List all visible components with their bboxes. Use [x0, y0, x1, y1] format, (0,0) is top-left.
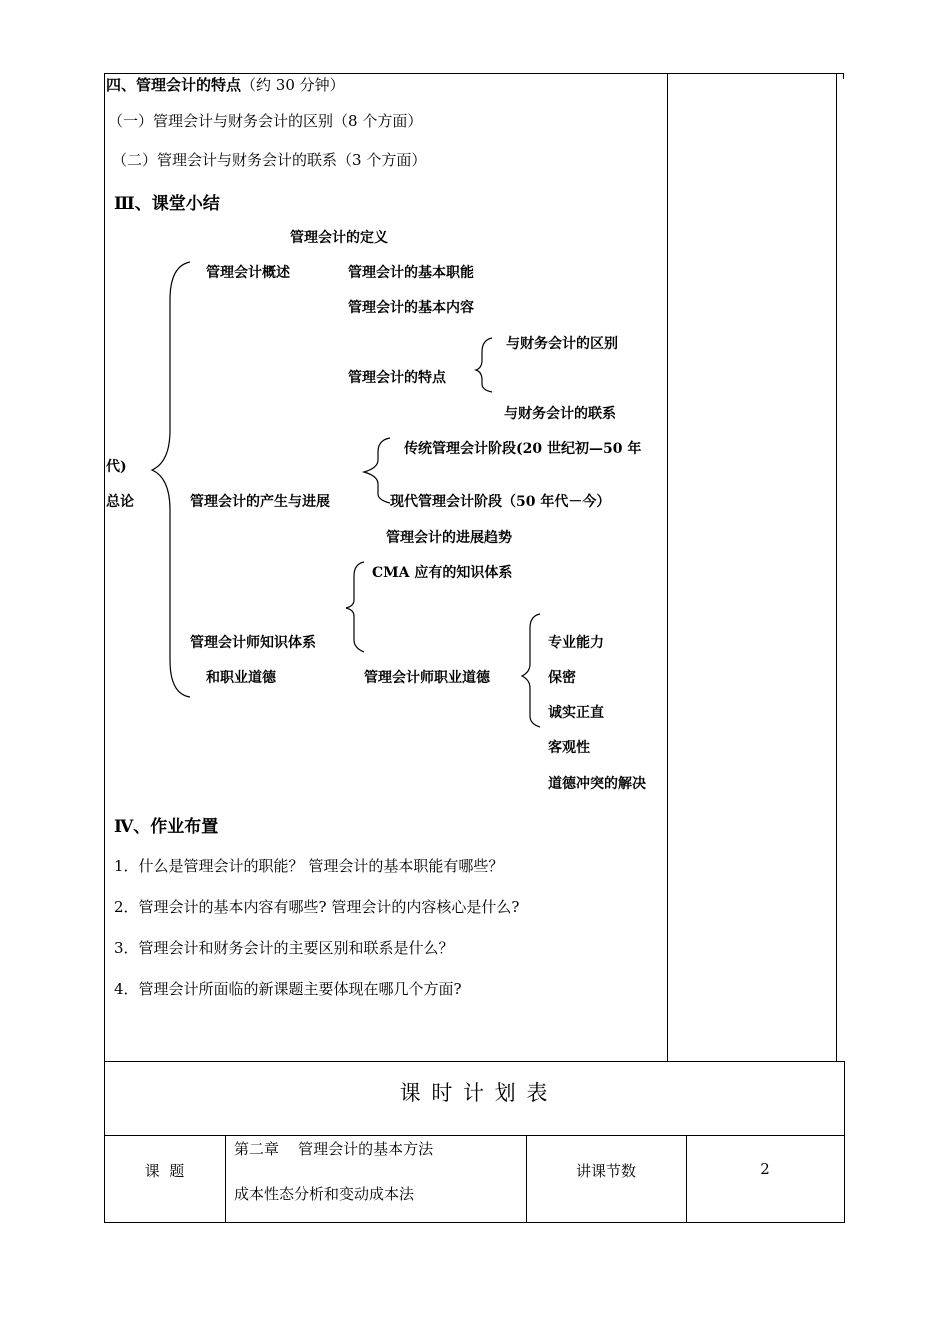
map-accountant-line1: 管理会计师知识体系: [190, 635, 316, 651]
homework-item-4: 4．管理会计所面临的新课题主要体现在哪几个方面?: [114, 980, 462, 998]
map-cma: CMA 应有的知识体系: [372, 565, 513, 581]
map-basic-function: 管理会计的基本职能: [348, 265, 474, 281]
plan-table-bottom-border: [104, 1222, 845, 1223]
section-4-title-note: （约 30 分钟）: [241, 76, 345, 94]
plan-sessions-value: 2: [760, 1160, 770, 1178]
map-feature-diff: 与财务会计的区别: [506, 336, 618, 352]
homework-heading: Ⅳ、作业布置: [114, 817, 219, 837]
plan-topic-label: 课 题: [144, 1162, 185, 1180]
summary-heading: Ⅲ、课堂小结: [114, 194, 220, 214]
map-basic-content: 管理会计的基本内容: [348, 300, 474, 316]
plan-topic-line2: 成本性态分析和变动成本法: [234, 1185, 415, 1203]
map-ethics-item-1: 专业能力: [548, 635, 604, 651]
map-feature-link: 与财务会计的联系: [504, 406, 616, 422]
map-ethics-item-4: 客观性: [548, 740, 590, 756]
plan-table-top-border: [104, 1061, 845, 1062]
homework-item-2: 2．管理会计的基本内容有哪些? 管理会计的内容核心是什么?: [114, 898, 520, 916]
section-4-item-2: （二）管理会计与财务会计的联系（3 个方面）: [112, 151, 427, 169]
map-stage-traditional: 传统管理会计阶段(20 世纪初—50 年: [404, 441, 642, 457]
map-root-fragment: 代): [106, 459, 127, 475]
map-stage-modern: 现代管理会计阶段（50 年代－今）: [390, 494, 611, 510]
map-features: 管理会计的特点: [348, 370, 446, 386]
section-4-title-bold: 四、管理会计的特点: [106, 76, 242, 94]
map-root: 总论: [106, 494, 134, 510]
map-trend: 管理会计的进展趋势: [386, 530, 512, 546]
plan-table-col-divider-1: [225, 1135, 226, 1222]
map-ethics-item-5: 道德冲突的解决: [548, 776, 646, 792]
map-ethics: 管理会计师职业道德: [364, 670, 490, 686]
plan-topic-line1: 第二章 管理会计的基本方法: [234, 1140, 434, 1158]
map-ethics-item-2: 保密: [548, 670, 576, 686]
map-definition: 管理会计的定义: [290, 230, 388, 246]
plan-table-col-divider-3: [686, 1135, 687, 1222]
plan-sessions-label: 讲课节数: [575, 1162, 636, 1180]
map-origin: 管理会计的产生与进展: [190, 494, 330, 510]
homework-item-1: 1．什么是管理会计的职能？ 管理会计的基本职能有哪些？: [114, 857, 504, 875]
map-ethics-item-3: 诚实正直: [548, 705, 604, 721]
map-overview: 管理会计概述: [206, 265, 290, 281]
map-accountant-line2: 和职业道德: [206, 670, 276, 686]
section-4-item-1: （一）管理会计与财务会计的区别（8 个方面）: [108, 112, 423, 130]
homework-item-3: 3．管理会计和财务会计的主要区别和联系是什么？: [114, 939, 454, 957]
plan-table-row-divider: [104, 1135, 845, 1136]
plan-table-title: 课 时 计 划 表: [399, 1081, 550, 1105]
